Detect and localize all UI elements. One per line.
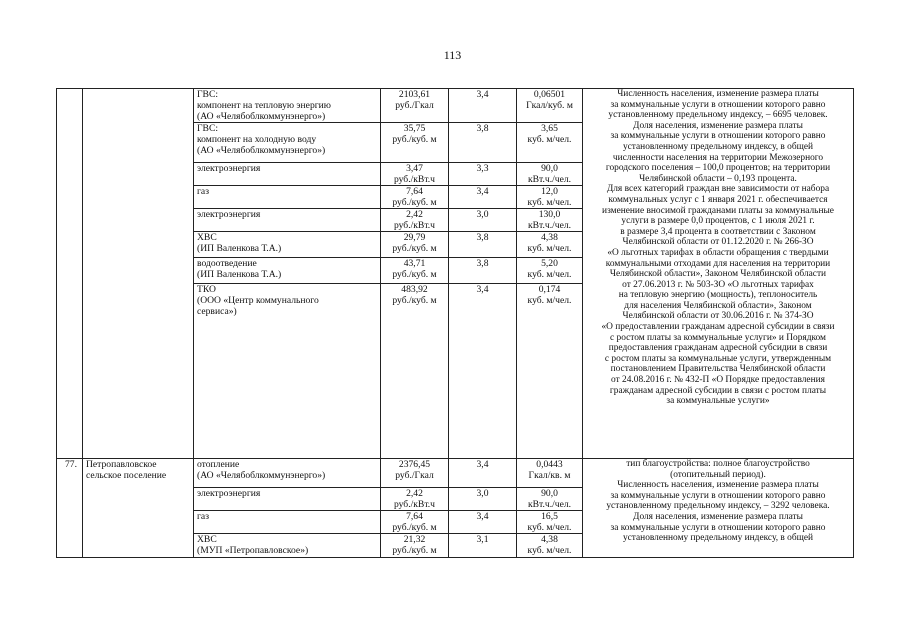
index-cell: 3,1: [449, 534, 517, 558]
tariff-cell: 7,64 руб./куб. м: [381, 511, 449, 534]
tariff-cell: 483,92 руб./куб. м: [381, 284, 449, 459]
index-cell: 3,4: [449, 284, 517, 459]
table-row: [57, 459, 854, 488]
tariff-cell: 21,32 руб./куб. м: [381, 534, 449, 558]
service-name-cell: ГВС: компонент на тепловую энергию (АО «Челябоблкоммунэнерго»): [194, 89, 381, 123]
limit-cell: 4,38 куб. м/чел.: [517, 534, 583, 558]
service-name-cell: газ: [194, 186, 381, 209]
limit-cell: 0,174 куб. м/чел.: [517, 284, 583, 459]
row-number-cell: [57, 89, 83, 459]
index-cell: 3,3: [449, 163, 517, 186]
service-name-cell: водоотведение (ИП Валенкова Т.А.): [194, 258, 381, 284]
index-cell: 3,8: [449, 258, 517, 284]
limit-cell: 90,0 кВт.ч./чел.: [517, 163, 583, 186]
settlement-name-cell: Петропавловское сельское поселение: [83, 459, 194, 558]
tariff-cell: 2,42 руб./кВт.ч: [381, 488, 449, 511]
service-name-cell: электроэнергия: [194, 488, 381, 511]
tariff-cell: 3,47 руб./кВт.ч: [381, 163, 449, 186]
limit-cell: 130,0 кВт.ч./чел.: [517, 209, 583, 232]
index-cell: 3,0: [449, 209, 517, 232]
index-cell: 3,4: [449, 186, 517, 209]
tariff-table: [56, 88, 854, 558]
index-cell: 3,4: [449, 89, 517, 123]
limit-cell: 90,0 кВт.ч./чел.: [517, 488, 583, 511]
index-cell: 3,4: [449, 511, 517, 534]
service-name-cell: ХВС (ИП Валенкова Т.А.): [194, 232, 381, 258]
settlement-name-cell: [83, 89, 194, 459]
tariff-cell: 7,64 руб./куб. м: [381, 186, 449, 209]
limit-cell: 0,06501 Гкал/куб. м: [517, 89, 583, 123]
service-name-cell: ТКО (ООО «Центр коммунального сервиса»): [194, 284, 381, 459]
service-name-cell: электроэнергия: [194, 209, 381, 232]
service-name-cell: газ: [194, 511, 381, 534]
tariff-cell: 2,42 руб./кВт.ч: [381, 209, 449, 232]
index-cell: 3,4: [449, 459, 517, 488]
index-cell: 3,8: [449, 123, 517, 163]
note-cell: Численность населения, изменение размера платы за коммунальные услуги в отношении которого равно установленному предельному индексу, – 6695 человек. Доля населения, изменение размера платы за коммунальные услуги в отношении которого равно установленному предельному индексу, в общей численности населения на территории Межозерного городского поселения – 100,0 процентов; на территории Челябинской области – 0,193 процента. Для всех категорий граждан вне зависимости от набора коммунальных услуг с 1 января 2021 г. обеспечивается изменение вносимой гражданами платы за коммунальные услуги в размере 0,0 процентов, с 1 июля 2021 г. в размере 3,4 процента в соответствии с Законом Челябинской области от 01.12.2020 г. № 266-ЗО «О льготных тарифах в области обращения с твердыми коммунальными отходами для населения на территории Челябинской области», Законом Челябинской области от 27.06.2013 г. № 503-ЗО «О льготных тарифах на тепловую энергию (мощность), теплоноситель для населения Челябинской области», Законом Челябинской области от 30.06.2016 г. № 374-ЗО «О предоставлении гражданам адресной субсидии в связи с ростом платы за коммунальные услуги» и Порядком предоставления гражданам адресной субсидии в связи с ростом платы за коммунальные услуги, утвержденным постановлением Правительства Челябинской области от 24.08.2016 г. № 432-П «О Порядке предоставления гражданам адресной субсидии в связи с ростом платы за коммунальные услуги»: [583, 89, 854, 459]
tariff-cell: 29,79 руб./куб. м: [381, 232, 449, 258]
page-number: 113: [443, 48, 462, 62]
service-name-cell: электроэнергия: [194, 163, 381, 186]
service-name-cell: отопление (АО «Челябоблкоммунэнерго»): [194, 459, 381, 488]
service-name-cell: ХВС (МУП «Петропавловское»): [194, 534, 381, 558]
note-cell: тип благоустройства: полное благоустройство (отопительный период). Численность населения, изменение размера платы за коммунальные услуги в отношении которого равно установленному предельному индексу, – 3292 человека. Доля населения, изменение размера платы за коммунальные услуги в отношении которого равно установленному предельному индексу, в общей: [583, 459, 854, 558]
service-name-cell: ГВС: компонент на холодную воду (АО «Челябоблкоммунэнерго»): [194, 123, 381, 163]
limit-cell: 4,38 куб. м/чел.: [517, 232, 583, 258]
tariff-cell: 2376,45 руб./Гкал: [381, 459, 449, 488]
index-cell: 3,8: [449, 232, 517, 258]
table-row: [57, 89, 854, 123]
tariff-cell: 43,71 руб./куб. м: [381, 258, 449, 284]
limit-cell: 5,20 куб. м/чел.: [517, 258, 583, 284]
limit-cell: 3,65 куб. м/чел.: [517, 123, 583, 163]
limit-cell: 16,5 куб. м/чел.: [517, 511, 583, 534]
index-cell: 3,0: [449, 488, 517, 511]
limit-cell: 12,0 куб. м/чел.: [517, 186, 583, 209]
tariff-cell: 35,75 руб./куб. м: [381, 123, 449, 163]
row-number-cell: 77.: [57, 459, 83, 558]
tariff-cell: 2103,61 руб./Гкал: [381, 89, 449, 123]
limit-cell: 0,0443 Гкал/кв. м: [517, 459, 583, 488]
